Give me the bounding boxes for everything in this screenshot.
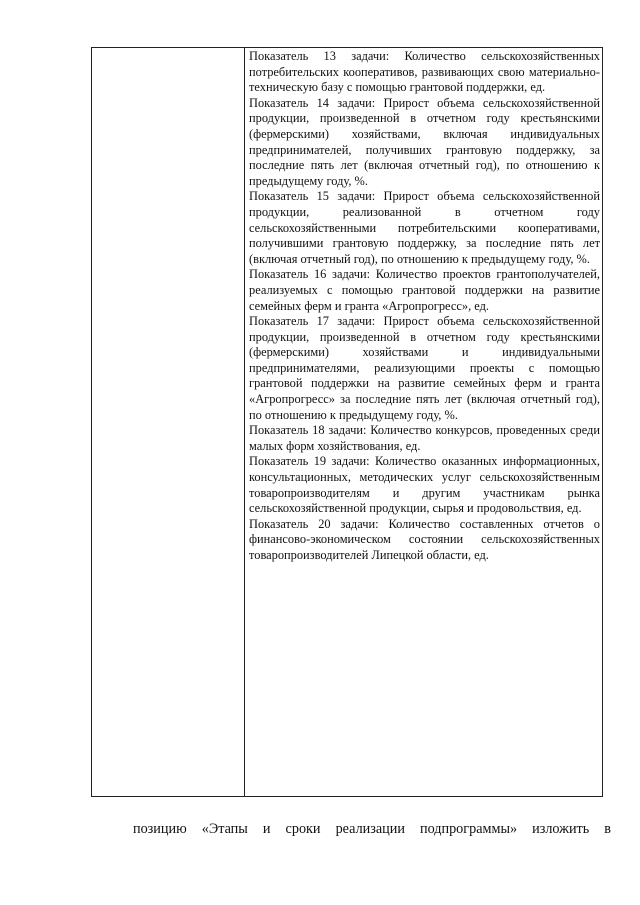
indicator-13: Показатель 13 задачи: Количество сельскохозяйственных потребительских кооперативов, развивающих свою материально-техническую базу с помощью грантовой поддержки, ед.	[249, 49, 600, 95]
indicators-cell	[245, 48, 603, 797]
indicator-18: Показатель 18 задачи: Количество конкурсов, проведенных среди малых форм хозяйствования, ед.	[249, 423, 600, 453]
indicator-15: Показатель 15 задачи: Прирост объема сельскохозяйственной продукции, реализованной в отчетном году сельскохозяйственными потребительскими кооперативами, получившими грантовую поддержку, за последние пять лет (включая отчетный год), по отношению к предыдущему году, %.	[249, 189, 600, 266]
left-empty-cell	[92, 48, 245, 797]
indicator-16: Показатель 16 задачи: Количество проектов грантополучателей, реализуемых с помощью грантовой поддержки на развитие семейных ферм и гранта «Агропрогресс», ед.	[249, 267, 600, 313]
body-text-line: позицию «Этапы и сроки реализации подпрограммы» изложить в	[133, 821, 611, 837]
table-row	[92, 48, 603, 797]
indicator-19: Показатель 19 задачи: Количество оказанных информационных, консультационных, методических услуг сельскохозяйственным товаропроизводителям и другим участникам рынка сельскохозяйственной продукции, сырья и продовольствия, ед.	[249, 454, 600, 516]
indicators-table	[91, 47, 603, 797]
indicator-14: Показатель 14 задачи: Прирост объема сельскохозяйственной продукции, произведенной в отчетном году крестьянскими (фермерскими) хозяйствами, включая индивидуальных предпринимателей, получивших грантовую поддержку, за последние пять лет (включая отчетный год), по отношению к предыдущему году, %.	[249, 95, 600, 188]
indicator-17: Показатель 17 задачи: Прирост объема сельскохозяйственной продукции, произведенной в отчетном году крестьянскими (фермерскими) хозяйствами и индивидуальными предпринимателями, реализующими проекты с помощью грантовой поддержки на развитие семейных ферм и гранта «Агропрогресс» за последние пять лет (включая отчетный год), по отношению к предыдущему году, %.	[249, 314, 600, 422]
indicator-20: Показатель 20 задачи: Количество составленных отчетов о финансово-экономическом состоянии сельскохозяйственных товаропроизводителей Липецкой области, ед.	[249, 516, 600, 562]
